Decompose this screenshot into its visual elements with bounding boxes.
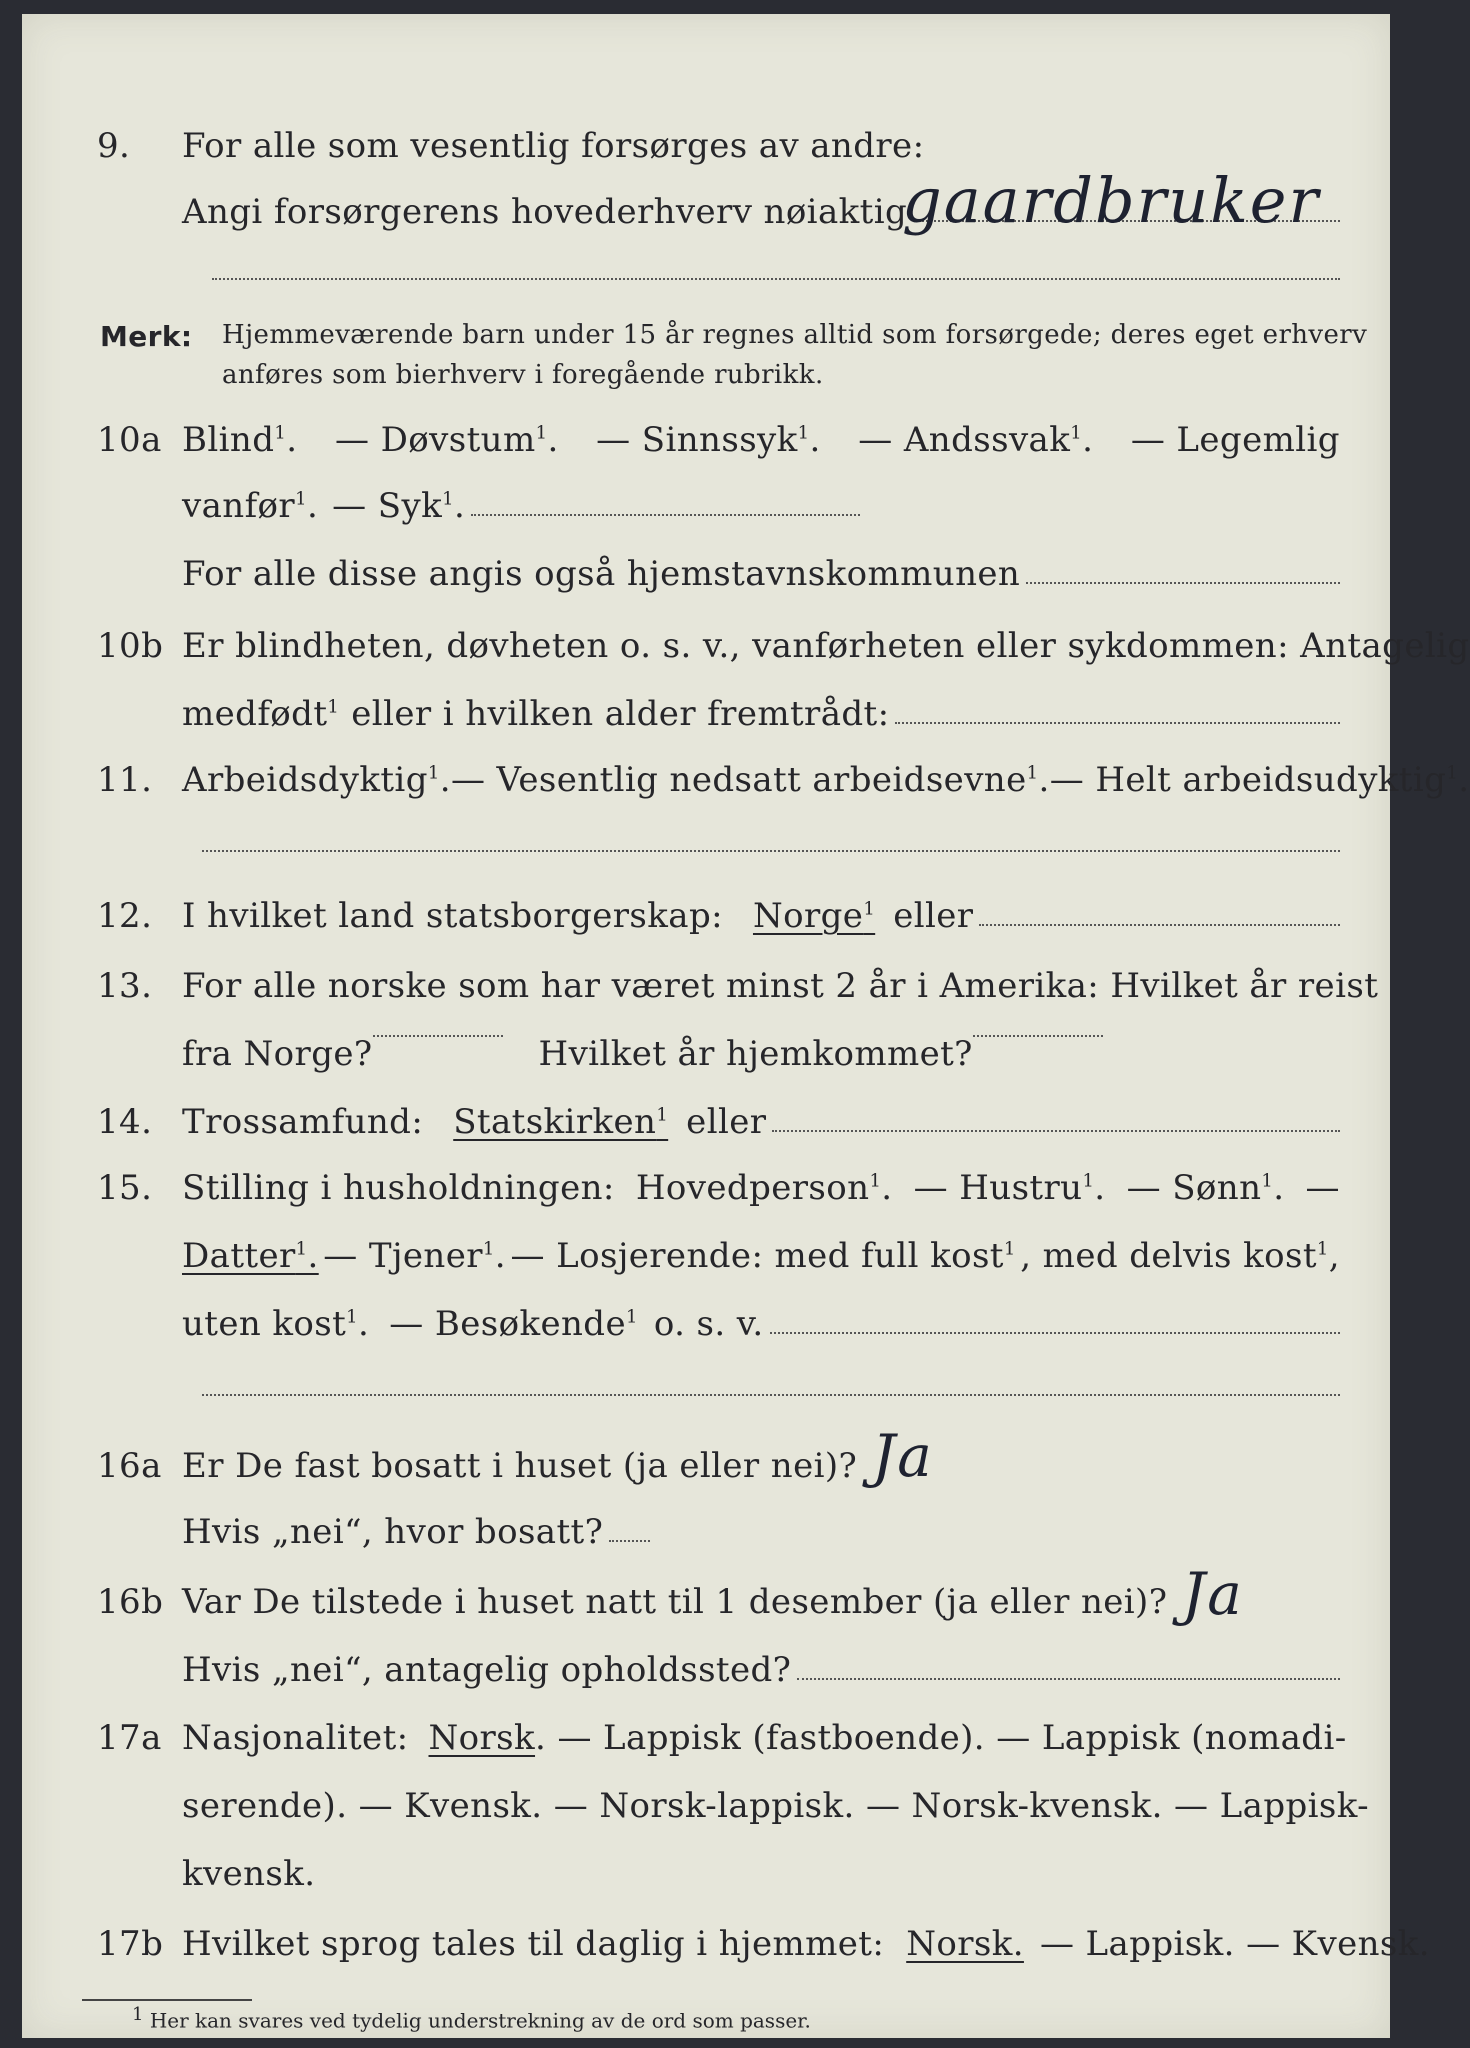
answer-line-year-left[interactable]	[373, 1034, 503, 1037]
question-text: eller	[686, 1102, 767, 1142]
question-15	[22, 1168, 1390, 1228]
dash: —	[1305, 1168, 1340, 1208]
option-delvis-kost[interactable]: , med delvis kost$^1$,	[1020, 1236, 1340, 1276]
question-text: For alle disse angis også hjemstavnskommunen	[182, 554, 1021, 594]
question-17a-line-2	[22, 1786, 1390, 1846]
question-number: 14.	[97, 1102, 153, 1142]
answer-line[interactable]	[471, 486, 860, 516]
note-line-2	[22, 360, 1390, 420]
answer-line[interactable]	[797, 1650, 1340, 1680]
question-number: 16b	[97, 1582, 164, 1622]
question-14	[22, 1102, 1390, 1162]
option-nedsatt-arbeidsevne[interactable]: — Vesentlig nedsatt arbeidsevne$^1$.	[450, 760, 1050, 800]
note-text: anføres som bierhverv i foregående rubrikk.	[222, 360, 824, 390]
question-text: Trossamfund:	[182, 1102, 424, 1142]
answer-line[interactable]	[979, 896, 1340, 926]
question-15-line-2	[22, 1236, 1390, 1296]
question-text: Var De tilstede i huset natt til 1 desember (ja eller nei)?	[182, 1582, 1168, 1622]
answer-line[interactable]	[1026, 554, 1340, 584]
footnote: $^1$ Her kan svares ved tydelig understrekning av de ord som passer.	[132, 2004, 811, 2033]
option-arbeidsdyktig[interactable]: Arbeidsdyktig$^1$.	[182, 760, 451, 800]
question-13-line-2	[22, 1034, 1390, 1094]
question-10a	[22, 420, 1390, 480]
option-norge-underlined[interactable]: Norge$^1$	[752, 896, 876, 936]
question-text: — Lappisk. — Kvensk.	[1039, 1924, 1430, 1964]
option-sonn[interactable]: — Sønn$^1$.	[1126, 1168, 1285, 1208]
question-10a-line-3	[22, 554, 1390, 614]
question-text: . — Lappisk (fastboende). — Lappisk (nomadi-	[535, 1718, 1347, 1758]
option-dovstum[interactable]: — Døvstum$^1$.	[334, 420, 559, 460]
option-statskirken-underlined[interactable]: Statskirken$^1$	[453, 1102, 669, 1142]
question-10b-line-2	[22, 694, 1390, 754]
option-blind[interactable]: Blind$^1$.	[182, 420, 298, 460]
question-text: o. s. v.	[653, 1304, 764, 1344]
blank-line	[22, 822, 1390, 882]
question-text: serende). — Kvensk. — Norsk-lappisk. — Norsk-kvensk. — Lappisk-	[182, 1786, 1370, 1826]
question-text: fra Norge?	[182, 1034, 373, 1074]
handwritten-answer-present: Ja	[1182, 1560, 1244, 1628]
footnote-divider	[82, 1999, 252, 2001]
question-text: Hvis „nei“, antagelig opholdssted?	[182, 1650, 792, 1690]
option-hovedperson[interactable]: Hovedperson$^1$.	[635, 1168, 893, 1208]
question-16b-line-2	[22, 1650, 1390, 1710]
answer-line[interactable]	[770, 1304, 1340, 1334]
answer-line[interactable]	[772, 1102, 1340, 1132]
question-text: Nasjonalitet:	[182, 1718, 409, 1758]
note-text: Hjemmeværende barn under 15 år regnes alltid som forsørgede; deres eget erhverv	[222, 320, 1368, 350]
question-number: 9.	[97, 126, 131, 166]
question-17a	[22, 1718, 1390, 1778]
option-arbeidsudyktig[interactable]: — Helt arbeidsudyktig$^1$.	[1049, 760, 1470, 800]
question-10a-line-2	[22, 486, 1390, 546]
census-form-page	[22, 14, 1470, 2038]
question-number: 15.	[97, 1168, 153, 1208]
question-text: eller i hvilken alder fremtrådt:	[351, 694, 890, 734]
option-full-kost[interactable]: — Losjerende: med full kost$^1$	[510, 1236, 1016, 1276]
question-text: Er De fast bosatt i huset (ja eller nei)?	[182, 1446, 858, 1486]
option-datter-underlined[interactable]: Datter$^1$.	[182, 1236, 319, 1276]
question-number: 17a	[97, 1718, 162, 1758]
question-number: 11.	[97, 760, 153, 800]
option-medfodt[interactable]: medfødt$^1$	[182, 694, 340, 734]
question-text: kvensk.	[182, 1854, 316, 1894]
question-text: Hvis „nei“, hvor bosatt?	[182, 1512, 604, 1552]
question-text: Hvilket år hjemkommet?	[538, 1034, 973, 1074]
handwritten-answer-provider-occupation: gaardbruker	[902, 164, 1321, 237]
option-andssvak[interactable]: — Andssvak$^1$.	[858, 420, 1094, 460]
option-legemlig[interactable]: — Legemlig	[1130, 420, 1340, 460]
question-15-line-3	[22, 1304, 1390, 1364]
option-hustru[interactable]: — Hustru$^1$.	[913, 1168, 1106, 1208]
question-number: 10b	[97, 626, 164, 666]
question-text: For alle som vesentlig forsørges av andre:	[182, 126, 925, 166]
question-text: Stilling i husholdningen:	[182, 1168, 615, 1208]
question-text: For alle norske som har været minst 2 år i Amerika: Hvilket år reist	[182, 966, 1379, 1006]
note-label: Merk:	[100, 320, 193, 353]
question-17b	[22, 1924, 1430, 1984]
question-number: 16a	[97, 1446, 162, 1486]
question-11	[22, 760, 1470, 820]
question-text: Angi forsørgerens hovederhverv nøiaktig	[182, 192, 908, 232]
question-10b	[22, 626, 1470, 686]
answer-line[interactable]	[609, 1512, 650, 1542]
option-uten-kost[interactable]: uten kost$^1$.	[182, 1304, 370, 1344]
option-sinnssyk[interactable]: — Sinnssyk$^1$.	[596, 420, 821, 460]
option-syk[interactable]: — Syk$^1$.	[332, 486, 466, 526]
option-norsk-underlined[interactable]: Norsk	[428, 1718, 536, 1758]
question-number: 12.	[97, 896, 153, 936]
question-number: 13.	[97, 966, 153, 1006]
question-text: I hvilket land statsborgerskap:	[182, 896, 723, 936]
question-12	[22, 896, 1390, 956]
option-tjener[interactable]: — Tjener$^1$.	[323, 1236, 506, 1276]
blank-line	[22, 250, 1390, 310]
question-text: Er blindheten, døvheten o. s. v., vanførheten eller sykdommen: Antagelig	[182, 626, 1470, 666]
answer-line[interactable]	[895, 694, 1340, 724]
question-number: 17b	[97, 1924, 164, 1964]
question-number: 10a	[97, 420, 162, 460]
answer-line-year-returned[interactable]	[973, 1034, 1103, 1037]
blank-line	[22, 1366, 1390, 1426]
option-besokende[interactable]: — Besøkende$^1$	[389, 1304, 638, 1344]
question-text: eller	[893, 896, 974, 936]
question-text: Hvilket sprog tales til daglig i hjemmet:	[182, 1924, 885, 1964]
option-vanfor[interactable]: vanfør$^1$.	[182, 486, 319, 526]
option-norsk-language-underlined[interactable]: Norsk.	[906, 1924, 1024, 1964]
question-16a	[22, 1446, 1390, 1506]
handwritten-answer-resident: Ja	[872, 1422, 934, 1490]
question-17a-line-3	[22, 1854, 1390, 1914]
question-13	[22, 966, 1390, 1026]
